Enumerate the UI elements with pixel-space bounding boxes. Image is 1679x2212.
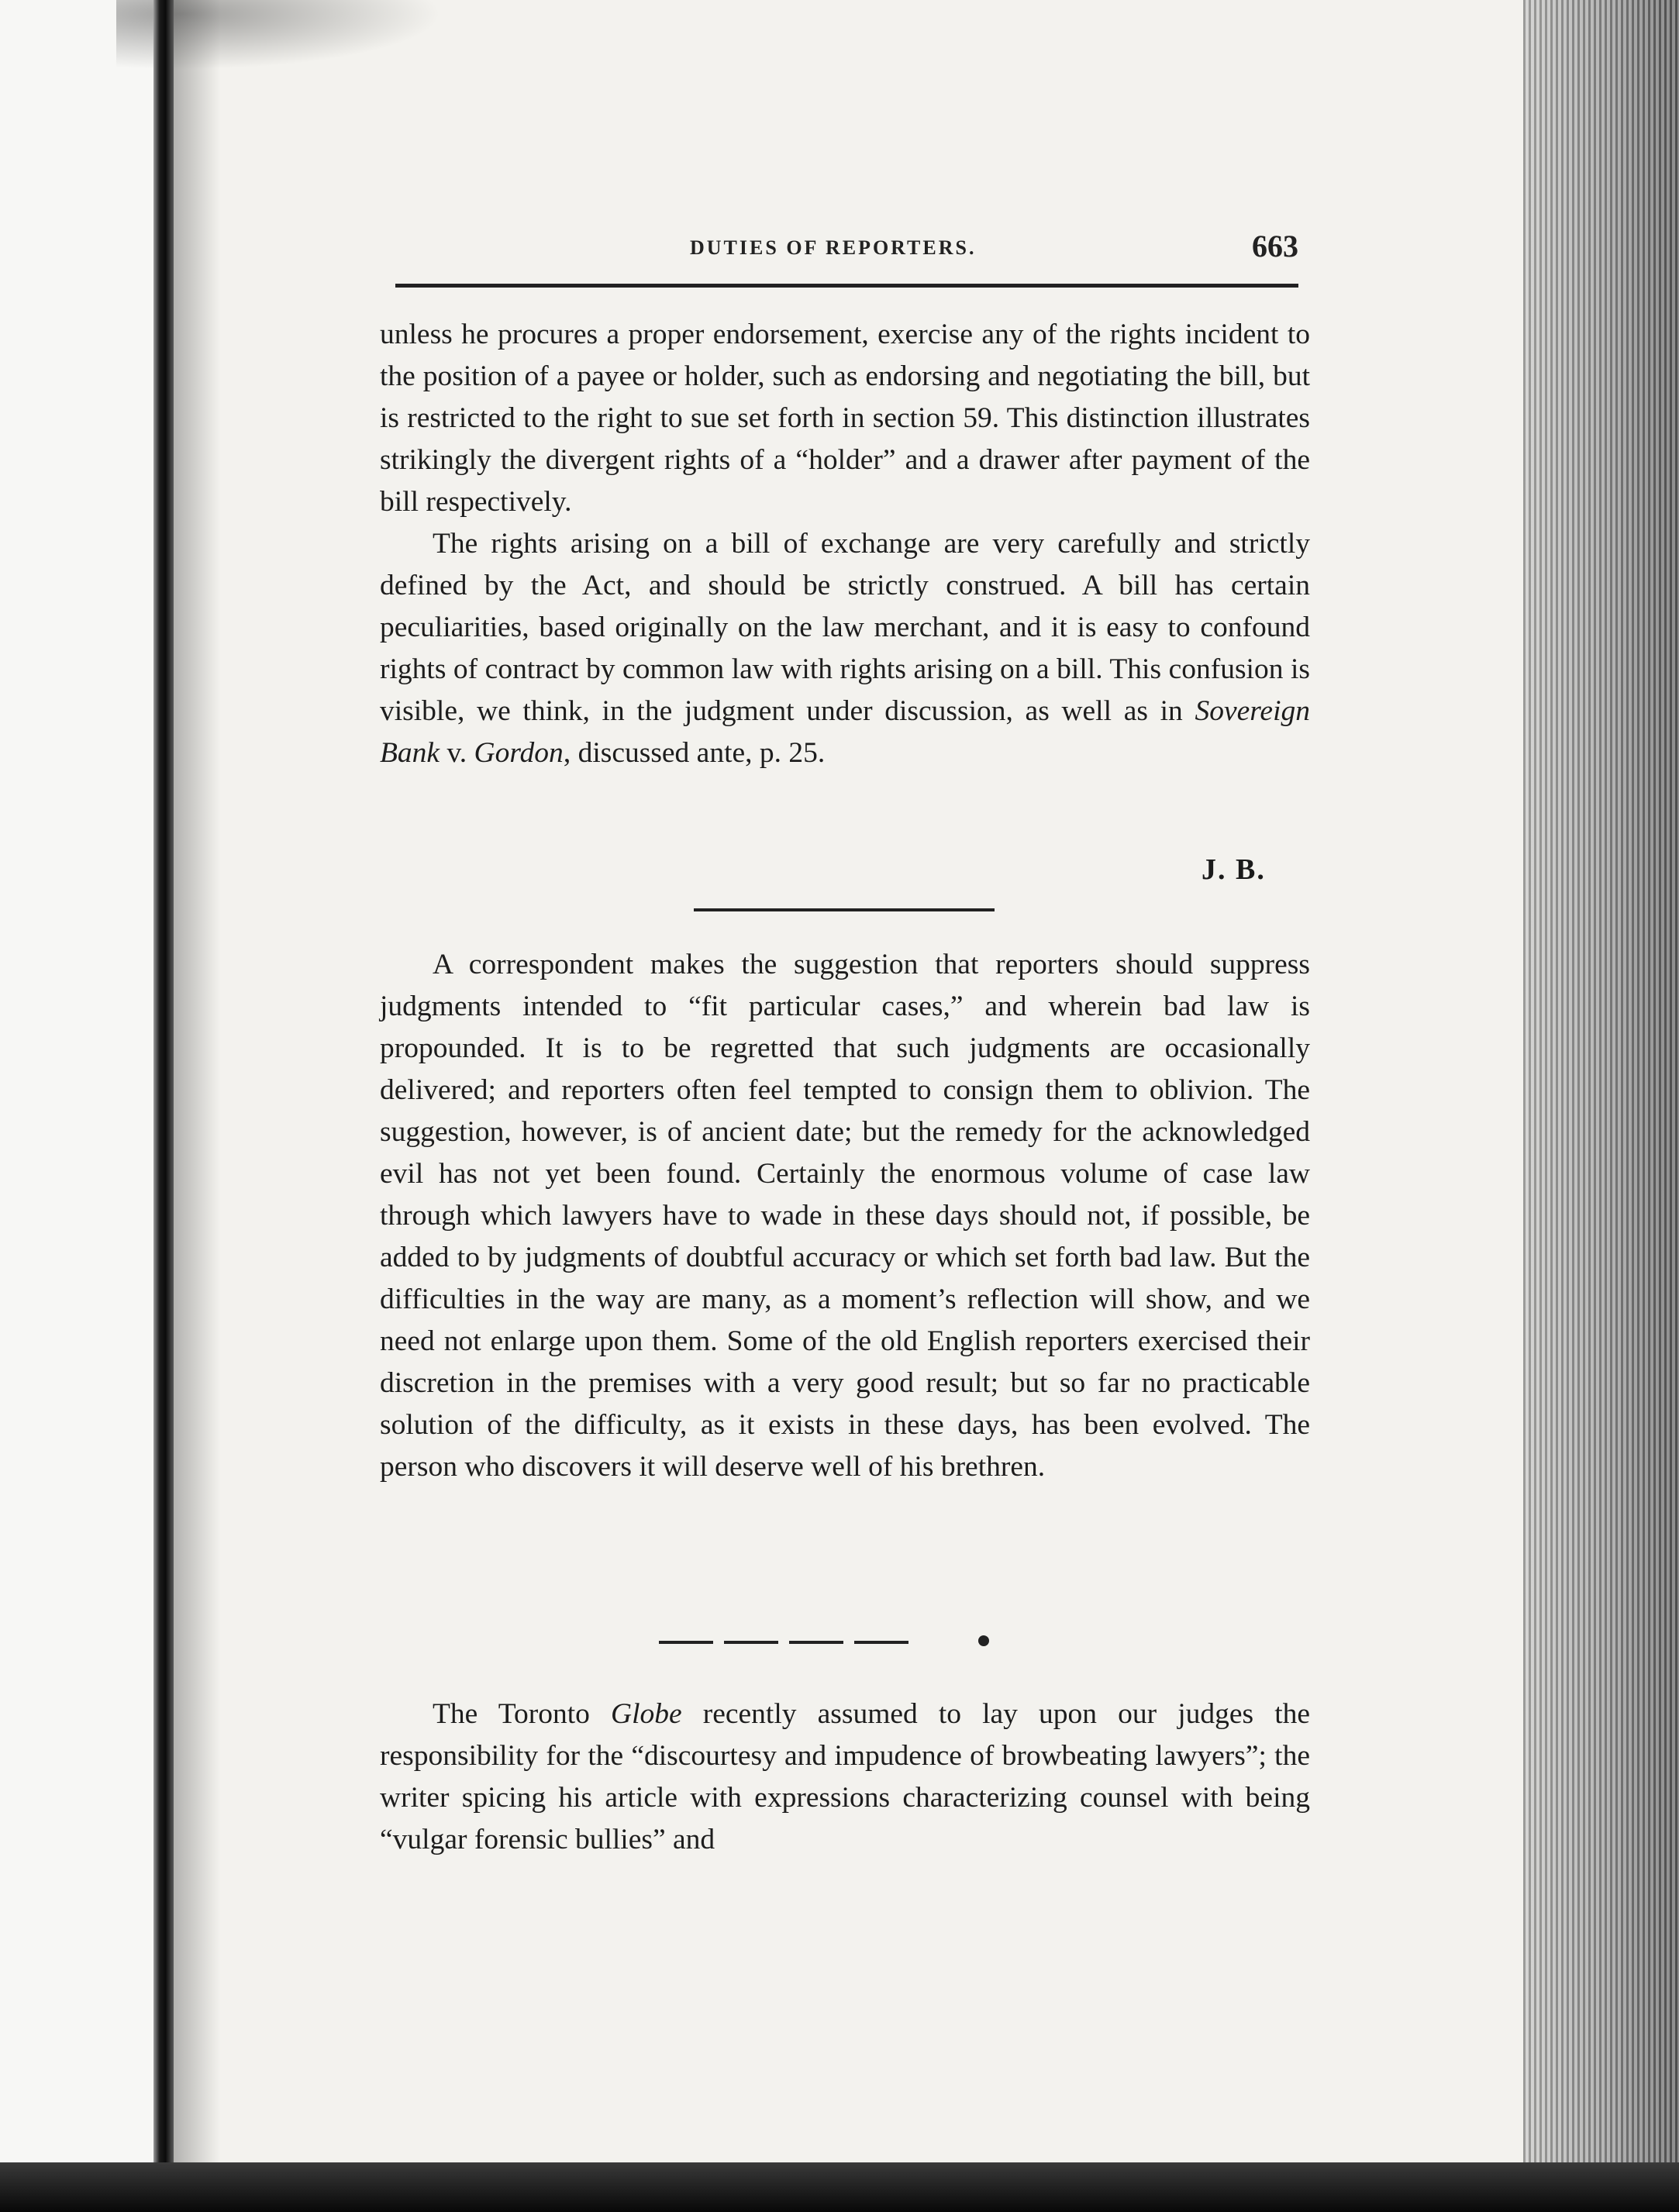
case-versus: v. [440, 737, 474, 769]
paragraph-text: The Toronto [433, 1698, 612, 1730]
case-name-part-a: Sovereign Bank [380, 695, 1310, 769]
case-name-part-b: Gordon [474, 737, 564, 769]
paragraph-text-end: recently assumed to lay upon our judges the responsibility for the “discourtesy and impudence of browbeating lawyers”; the writer spicing his article with expressions characterizing counsel with being “vulgar forensic bullies” and [380, 1698, 1311, 1855]
section-2 [380, 944, 1310, 1488]
paragraph-correspondent: A correspondent makes the suggestion that reporters should suppress judgments intended to “fit particular cases,” and wherein bad law is propounded. It is to be regretted that such judgments are occasionally delivered; and reporters often feel tempted to consign them to oblivion. The suggestion, however, is of ancient date; but the remedy for the acknowledged evil has not yet been found. Certainly the enormous volume of case law through which lawyers have to wade in these days should not, if possible, be added to by judgments of doubtful accuracy or which set forth bad law. But the difficulties in the way are many, as a moment’s reflection will show, and we need not enlarge upon them. Some of the old English reporters exercised their discretion in the premises with a very good result; but so far no practicable solution of the difficulty, as it exists in these days, has been evolved. The person who discovers it will deserve well of his brethren. [380, 949, 1310, 1483]
left-margin [0, 0, 153, 2212]
paragraph-globe [380, 1693, 1310, 1861]
header-rule [395, 284, 1298, 288]
section-divider [694, 908, 995, 911]
paragraph-text: The rights arising on a bill of exchange are very carefully and strictly defined by the Act, and should be strictly construed. A bill has certain peculiarities, based originally on the law merchant, and it is easy to confound rights of contract by common law with rights arising on a bill. This confusion is visible, we think, in the judgment under discussion, as well as in [380, 528, 1310, 727]
section-3 [380, 1693, 1310, 1861]
binding-shadow [153, 0, 174, 2212]
binding-gradient [174, 0, 220, 2212]
running-head: DUTIES OF REPORTERS. [690, 236, 977, 259]
paragraph-bill-rights [380, 523, 1310, 774]
paragraph-continuation: unless he procures a proper endorsement, exercise any of the rights incident to the position of a payee or holder, such as endorsing and negotiating the bill, but is restricted to the right to sue set forth in section 59. This distinction illustrates strikingly the divergent rights of a “holder” and a drawer after payment of the bill respectively. [380, 319, 1310, 518]
section-1 [380, 314, 1310, 774]
author-initials: J. B. [1202, 853, 1266, 886]
scan-bottom-border [0, 2162, 1679, 2212]
newspaper-name: Globe [611, 1698, 682, 1730]
divider-ornament [978, 1635, 989, 1646]
page-number: 663 [1252, 229, 1298, 264]
section-divider [659, 1641, 919, 1644]
paragraph-text-end: , discussed ante, p. 25. [563, 737, 826, 769]
page-edge-shadow [1523, 0, 1679, 2212]
